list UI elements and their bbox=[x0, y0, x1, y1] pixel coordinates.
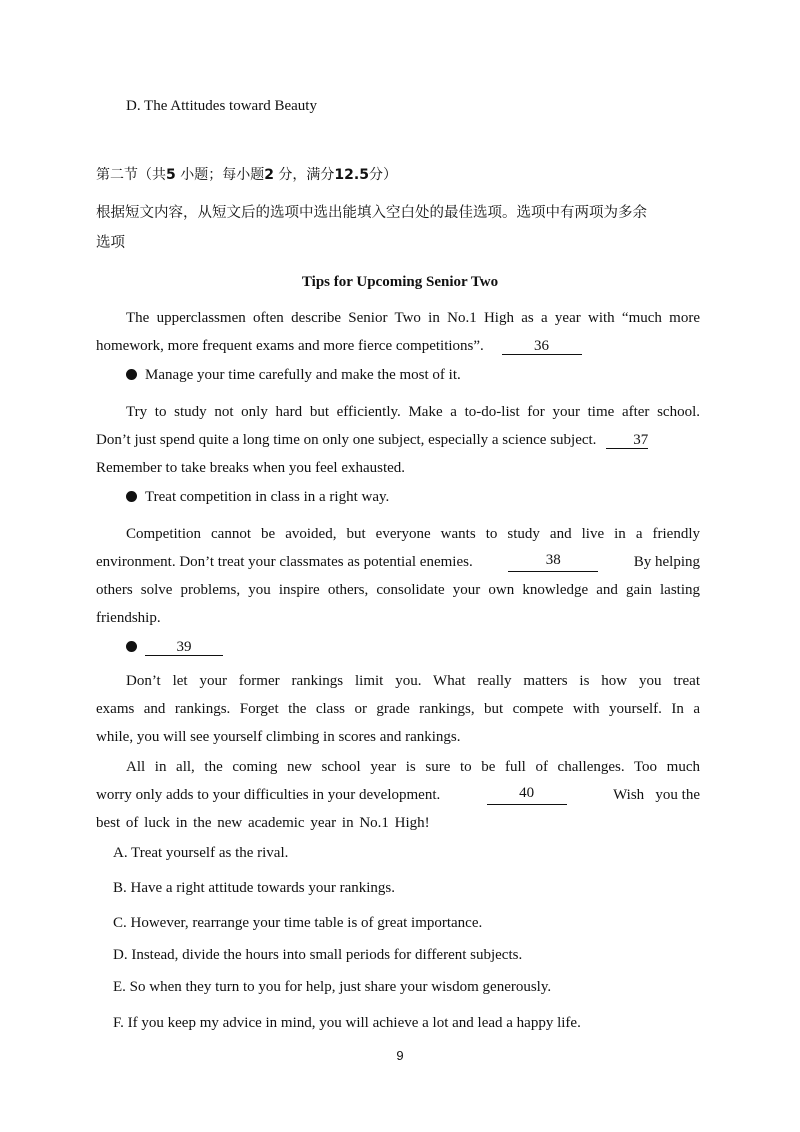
section-heading-part: 分，满分 bbox=[273, 167, 335, 183]
paragraph-3-line-4: friendship. bbox=[96, 610, 161, 626]
section-heading-part: 分） bbox=[368, 167, 397, 183]
section-heading bbox=[96, 165, 397, 185]
paragraph-text: By helping bbox=[633, 554, 700, 570]
points-each: 2 bbox=[264, 167, 274, 183]
blank-39[interactable]: 39 bbox=[145, 639, 223, 656]
section-heading-part: 小题；每小题 bbox=[175, 167, 265, 183]
option-f[interactable]: F. If you keep my advice in mind, you will achieve a lot and lead a happy life. bbox=[113, 1015, 581, 1031]
section-instruction-line-2: 选项 bbox=[96, 235, 125, 251]
paragraph-2-line-3: Remember to take breaks when you feel exhausted. bbox=[96, 460, 406, 476]
paragraph-2-line-2 bbox=[96, 430, 700, 450]
passage-title: Tips for Upcoming Senior Two bbox=[301, 274, 499, 290]
blank-38[interactable]: 38 bbox=[508, 552, 598, 572]
bullet-text: Manage your time carefully and make the most of it. bbox=[145, 367, 461, 383]
bullet-3 bbox=[126, 637, 223, 657]
option-c[interactable]: C. However, rearrange your time table is of great importance. bbox=[113, 915, 483, 931]
paragraph-text: Don’t just spend quite a long time on only one subject, especially a science subject. bbox=[96, 432, 597, 448]
paragraph-text: worry only adds to your difficulties in your development. bbox=[96, 787, 441, 803]
paragraph-4-line-1: Don’t let your former rankings limit you. What really matters is how you treat bbox=[126, 673, 700, 689]
bullet-1 bbox=[126, 365, 461, 385]
section-instruction-line-1: 根据短文内容，从短文后的选项中选出能填入空白处的最佳选项。选项中有两项为多余 bbox=[96, 205, 647, 221]
section-heading-part: 第二节（共 bbox=[96, 167, 166, 183]
option-b[interactable]: B. Have a right attitude towards your rankings. bbox=[113, 880, 396, 896]
paragraph-2-line-1: Try to study not only hard but efficiently. Make a to-do-list for your time after school. bbox=[126, 404, 700, 420]
page-number: 9 bbox=[396, 1048, 404, 1063]
previous-option-d: D. The Attitudes toward Beauty bbox=[126, 98, 317, 114]
paragraph-1-line-1: The upperclassmen often describe Senior Two in No.1 High as a year with “much more bbox=[126, 310, 700, 326]
paragraph-4-line-3: while, you will see yourself climbing in scores and rankings. bbox=[96, 729, 461, 745]
bullet-dot-icon bbox=[126, 641, 137, 652]
paragraph-5-line-2 bbox=[96, 785, 700, 805]
paragraph-4-line-2: exams and rankings. Forget the class or grade rankings, but compete with yourself. In a bbox=[96, 701, 700, 717]
bullet-2 bbox=[126, 487, 389, 507]
bullet-dot-icon bbox=[126, 369, 137, 380]
blank-37[interactable]: 37 bbox=[606, 432, 648, 449]
paragraph-text: Wish you the bbox=[613, 787, 700, 803]
paragraph-3-line-2 bbox=[96, 552, 700, 572]
paragraph-3-line-1: Competition cannot be avoided, but everyone wants to study and live in a friendly bbox=[126, 526, 700, 542]
blank-36[interactable]: 36 bbox=[502, 338, 582, 355]
bullet-text: Treat competition in class in a right way. bbox=[145, 489, 390, 505]
option-d[interactable]: D. Instead, divide the hours into small periods for different subjects. bbox=[113, 947, 523, 963]
paragraph-text: homework, more frequent exams and more fierce competitions”. bbox=[96, 338, 484, 354]
bullet-dot-icon bbox=[126, 491, 137, 502]
total-points: 12.5 bbox=[334, 167, 369, 183]
paragraph-1-line-2 bbox=[96, 336, 582, 356]
paragraph-5-line-3: best of luck in the new academic year in No.1 High! bbox=[96, 815, 430, 831]
question-count: 5 bbox=[166, 167, 176, 183]
blank-40[interactable]: 40 bbox=[487, 785, 567, 805]
paragraph-3-line-3: others solve problems, you inspire others, consolidate your own knowledge and gain lasting bbox=[96, 582, 700, 598]
paragraph-text: environment. Don’t treat your classmates as potential enemies. bbox=[96, 554, 473, 570]
option-a[interactable]: A. Treat yourself as the rival. bbox=[113, 845, 289, 861]
option-e[interactable]: E. So when they turn to you for help, just share your wisdom generously. bbox=[113, 979, 552, 995]
paragraph-5-line-1: All in all, the coming new school year is sure to be full of challenges. Too much bbox=[126, 759, 700, 775]
